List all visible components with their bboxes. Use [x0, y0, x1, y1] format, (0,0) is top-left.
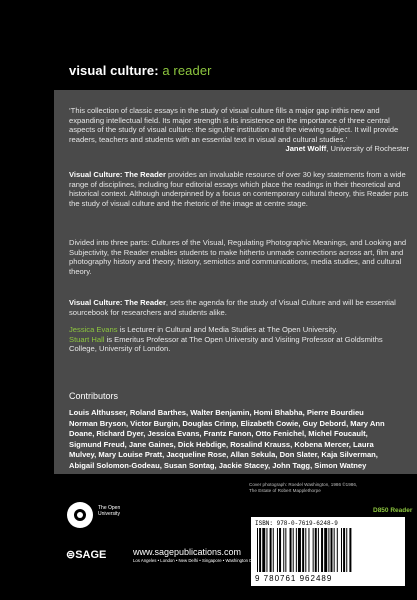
title-main: visual culture:	[69, 63, 159, 78]
endorsement-quote	[69, 106, 409, 154]
sage-logo-text: SAGE	[75, 549, 107, 561]
para2-text: Divided into three parts: Cultures of the Visual, Regulating Photographic Meanings, and Looking and Subjectivity, the Reader enables students to make hitherto unmade connections across art, film and photography history and theory, history, semiotics and communications, media studies, and cultural theory.	[69, 238, 407, 276]
quote-affiliation: , University of Rochester	[326, 144, 409, 154]
bio1-rest: is Lecturer in Cultural and Media Studies at The Open University.	[117, 325, 338, 334]
barcode-bar	[324, 528, 327, 572]
para3-rest: , sets the agenda for the study of Visual Culture and will be essential sourcebook for researchers and students alike.	[69, 298, 396, 317]
para1-rest: provides an invaluable resource of over 30 key statements from a wide range of disciplines, including four editorial essays which place the readings in their theoretical and historical context. Although underpinned by a focus on contemporary cultural theory, this Reader puts the study of visual culture and the rhetoric of the image at centre stage.	[69, 170, 409, 208]
title-accent: a reader	[162, 63, 212, 78]
isbn-barcode-box	[251, 517, 405, 586]
barcode-bar	[273, 528, 274, 572]
editor-bios	[69, 325, 409, 354]
barcode-bar	[257, 528, 258, 572]
barcode-bar	[293, 528, 294, 572]
barcode-bars	[255, 528, 401, 572]
bio1-name: Jessica Evans	[69, 325, 118, 334]
sage-cities: Los Angeles • London • New Delhi • Singapore • Washington DC	[133, 558, 256, 563]
sage-logo	[66, 548, 106, 561]
contributors-list: Louis Althusser, Roland Barthes, Walter Benjamin, Homi Bhabha, Pierre Bourdieu Norman Bryson, Victor Burgin, Douglas Crimp, Elizabeth Cowie, Guy Debord, Mary Ann Doane, Richard Dyer, Jessica Evans, Frantz Fanon, Otto Fenichel, Michel Foucault, Sigmund Freud, Jane Gaines, Dick Hebdige, Rosalind Krauss, Kobena Mercer, Laura Mulvey, Mary Louise Pratt, Jacqueline Rose, Allan Sekula, Don Slater, Kaja Silverman, Abigail Solomon-Godeau, Susan Sontag, Jackie Stacey, John Tagg, Simon Watney	[69, 408, 385, 470]
barcode-bar	[349, 528, 351, 572]
barcode-bar	[321, 528, 323, 572]
barcode-bar	[270, 528, 272, 572]
bio2-name: Stuart Hall	[69, 334, 105, 344]
barcode-bar	[298, 528, 301, 572]
barcode-bar	[308, 528, 309, 572]
barcode-bar	[285, 528, 286, 572]
barcode-bar	[346, 528, 347, 572]
barcode-number: 9 780761 962489	[255, 574, 333, 583]
barcode-bar	[305, 528, 306, 572]
photo-credit-line-1: Cover photograph: Roedel Washington, 1986 ©1986,	[249, 482, 358, 487]
photo-credit-line-2: The Estate of Robert Mapplethorpe	[249, 488, 321, 493]
barcode-bar	[259, 528, 261, 572]
quote-attribution	[69, 144, 409, 154]
barcode-bar	[277, 528, 278, 572]
barcode-bar	[296, 528, 297, 572]
description-paragraph-3	[69, 298, 409, 317]
book-title	[69, 63, 212, 78]
barcode-bar	[331, 528, 333, 572]
contributors-heading: Contributors	[69, 391, 119, 401]
photo-credit	[249, 482, 409, 494]
sage-logo-icon: ⊜	[66, 549, 76, 561]
barcode-bar	[337, 528, 338, 572]
barcode-bar	[334, 528, 335, 572]
barcode-bar	[328, 528, 329, 572]
barcode-bar	[341, 528, 342, 572]
description-paragraph-2	[69, 238, 409, 276]
quote-author: Janet Wolff	[285, 144, 327, 154]
open-university-logo	[67, 502, 93, 528]
barcode-bar	[290, 528, 292, 572]
quote-text: ‘This collection of classic essays in the study of visual culture fills a major gap inthis new and expanding intellectual field. Its major strength is its insistence on the importance of three central aspects of the study of visual culture: the sign,the institution and the viewing subject. It will provide readers, teachers and students with an essential text in visual and cultural studies.’	[69, 106, 399, 144]
sage-url[interactable]: www.sagepublications.com	[133, 547, 242, 557]
para3-lead: Visual Culture: The Reader	[69, 298, 166, 307]
isbn-label: ISBN: 978-0-7619-6248-9	[255, 520, 338, 527]
bio2-rest: is Emeritus Professor at The Open University and Visiting Professor at Goldsmiths College, University of London.	[69, 334, 383, 354]
barcode-bar	[266, 528, 267, 572]
barcode-bar	[283, 528, 284, 572]
barcode-bar	[313, 528, 314, 572]
barcode-bar	[262, 528, 265, 572]
barcode-bar	[315, 528, 317, 572]
description-paragraph-1	[69, 170, 409, 208]
course-code: D850 Reader	[373, 507, 413, 514]
ou-label: The Open University	[98, 505, 121, 517]
barcode-bar	[302, 528, 304, 572]
barcode-bar	[318, 528, 319, 572]
barcode-bar	[279, 528, 281, 572]
ou-logo-icon	[67, 502, 93, 528]
barcode-bar	[343, 528, 345, 572]
para1-lead: Visual Culture: The Reader	[69, 170, 166, 179]
